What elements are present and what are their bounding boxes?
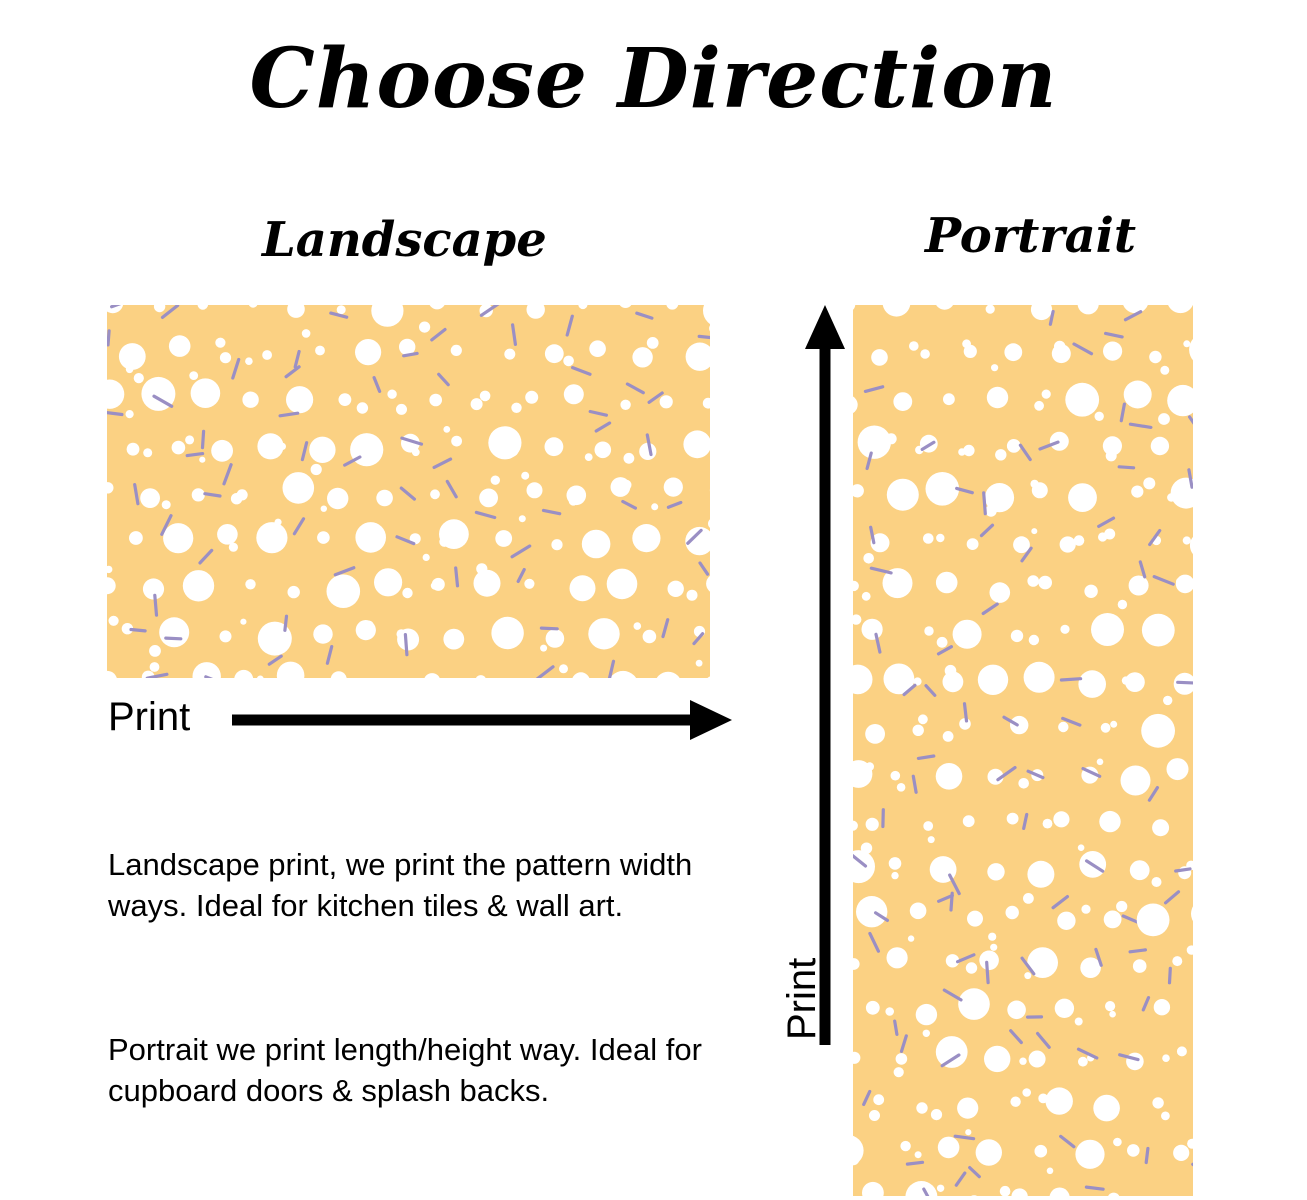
- landscape-pattern-swatch: [107, 305, 710, 678]
- page-title: Choose Direction: [0, 38, 1307, 120]
- landscape-print-label: Print: [108, 695, 190, 740]
- arrow-up-icon: [800, 305, 850, 1045]
- portrait-print-label: Print: [780, 958, 825, 1040]
- portrait-pattern-swatch: [853, 305, 1193, 1196]
- arrow-right-icon: [232, 700, 732, 740]
- portrait-print-label-wrap: [800, 1040, 860, 1200]
- landscape-pattern-graphic: [107, 305, 710, 678]
- landscape-description: Landscape print, we print the pattern width ways. Ideal for kitchen tiles & wall art.: [108, 845, 748, 927]
- portrait-description: Portrait we print length/height way. Ideal for cupboard doors & splash backs.: [108, 1030, 748, 1112]
- portrait-heading: Portrait: [925, 212, 1136, 260]
- landscape-heading: Landscape: [262, 216, 547, 264]
- portrait-pattern-graphic: [853, 305, 1193, 1196]
